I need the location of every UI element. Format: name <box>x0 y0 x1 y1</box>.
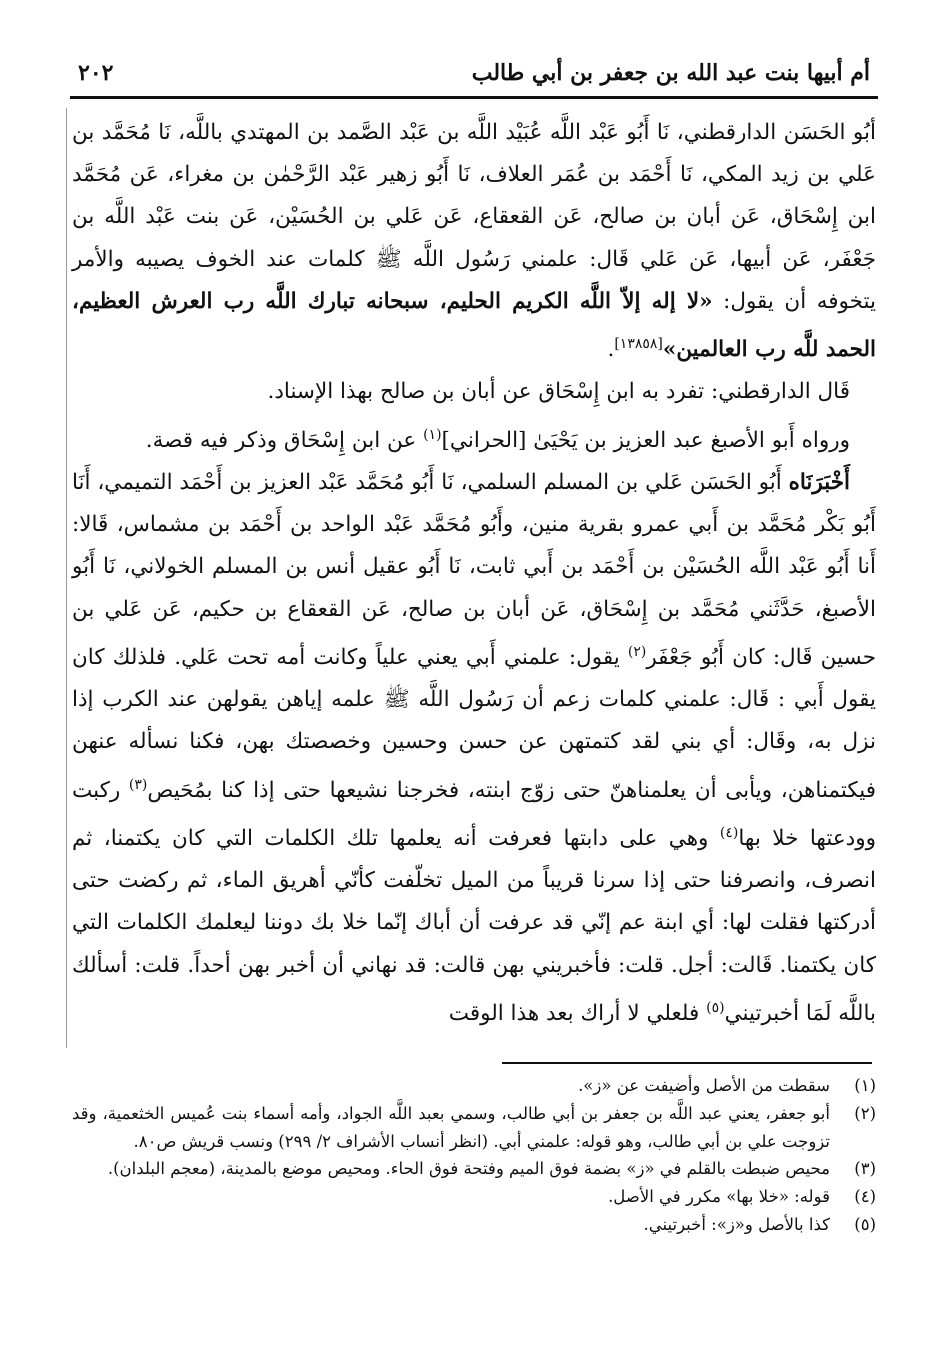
daraqutni-note-text: قَال الدارقطني: تفرد به ابن إِسْحَاق عن أبان بن صالح بهذا الإسناد. <box>267 379 850 405</box>
footnote-ref-2: (٢) <box>627 643 647 660</box>
footnote-text: قوله: «خلا بها» مكرر في الأصل. <box>608 1187 830 1207</box>
footnote-text: سقطت من الأصل وأضيفت عن «ز». <box>578 1076 830 1095</box>
footnote <box>72 1155 876 1183</box>
isnad-text: أبُو الحَسَن الدارقطني، نَا أَبُو عَبْد اللَّه عُبَيْد اللَّه بن عَبْد الصَّمد بن المهتدي باللَّه، نَا مُحَمَّد بن عَلي بن زيد المكي، نَا أَحْمَد بن عُمَر العلاف، نَا أَبُو زهير عَبْد الرَّحْمٰن بن مغراء، عَن مُحَمَّد ابن إِسْحَاق، عَن أبان بن صالح، عَن القعقاع، عَن عَلي بن الحُسَيْن، عَن بنت عَبْد اللَّه بن جَعْفَر، عَن أبيها، عَن عَلي قَال: علمني رَسُول اللَّه ﷺ كلمات عند الخوف يصيبه والأمر يتخوفه أن يقول: <box>72 120 876 314</box>
footnote-text: كذا بالأصل و«ز»: أخبرتيني. <box>643 1214 830 1234</box>
running-title: أم أبيها بنت عبد الله بن جعفر بن أبي طالب <box>471 60 870 86</box>
footnotes <box>72 1072 876 1239</box>
header-rule <box>70 96 878 99</box>
footnote <box>72 1072 876 1100</box>
footnote-rule <box>502 1062 872 1064</box>
page-number: ٢٠٢ <box>78 60 114 86</box>
footnote-number: (٢) <box>854 1103 876 1123</box>
supplication-text: «لا إله إلاّ اللَّه الكريم الحليم، سبحانه تبارك اللَّه رب العرش العظيم، الحمد للَّه رب العالمين» <box>72 288 876 363</box>
footnote <box>72 1211 876 1239</box>
footnote-ref-1: (١) <box>423 426 442 443</box>
story-text-d: وهي على دابتها فعرفت أنه يعلمها تلك الكلمات التي كان يكتمنا، ثم انصرف، وانصرفنا حتى إذا سرنا قريباً من الميل تخلّفت كأنّي أهريق الماء، ثم ركضت حتى أدركتها فقلت لها: أي ابنة عم إنّي قد عرفت أن أباك إنّما خلا بك دوننا ليعلمك الكلمات التي كان يكتمنا. قَالت: أجل. قلت: فأخبريني بهن قالت: قد نهاني أن أخبر بهن أحداً. قلت: أسألك باللَّه لَمَا أخبرتيني <box>72 826 876 1026</box>
riwaya-text-a: ورواه أَبو الأصبغ عبد العزيز بن يَحْيَىٰ [الحراني] <box>441 427 850 453</box>
footnote-text: أبو جعفر، يعني عبد اللَّه بن جعفر بن أبي طالب، وسمي بعبد اللَّه الجواد، وأمه أسماء بنت عُميس الخثعمية، وقد تزوجت علي بن أبي طالب، وهو قوله: علمني أبي. (انظر أنساب الأشراف ٢/ ٢٩٩) ونسب قريش ص٨٠. <box>72 1103 830 1151</box>
footnote-number: (٥) <box>854 1214 876 1234</box>
footnote <box>72 1183 876 1211</box>
footnote-number: (٣) <box>854 1159 876 1179</box>
riwaya-text-b: عن ابن إِسْحَاق وذكر فيه قصة. <box>145 427 417 453</box>
footnote-number: (١) <box>854 1076 876 1095</box>
footnote-ref-5: (٥) <box>706 999 725 1016</box>
story-text-c: ركبت وودعتها خلا بها <box>72 777 876 852</box>
running-header <box>78 52 870 94</box>
hadith-number: [١٣٨٥٨] <box>614 336 663 353</box>
story-text-e: فلعلي لا أراك بعد هذا الوقت <box>448 1001 700 1026</box>
footnote-ref-4: (٤) <box>719 824 739 841</box>
paragraph-story <box>72 462 876 1035</box>
page-edge-line <box>66 108 67 1048</box>
footnote <box>72 1100 876 1156</box>
paragraph-daraqutni-note <box>72 371 876 413</box>
footnote-ref-3: (٣) <box>128 776 148 793</box>
paragraph-end: . <box>607 337 615 363</box>
footnote-text: محيص ضبطت بالقلم في «ز» بضمة فوق الميم وفتحة فوق الحاء. ومحيص موضع بالمدينة، (معجم البلدان). <box>107 1159 830 1179</box>
akhbarana-lead: أَخْبَرَنَاه <box>788 469 850 495</box>
story-text-b: يقول: علمني أَبي يعني علياً وكانت أمه تحت عَلي. فلذلك كان يقول أَبي : قَال: علمني كلمات زعم أن رَسُول اللَّه ﷺ علمه إياهن يقولهن عند الكرب إذا نزل به، وقَال: أي بني لقد كتمتهن عن حسن وحسين وخصصتك بهن، فكنا نسأله عنهن فيكتمناهن، ويأبى أن يعلمناهنّ حتى زوّج ابنته، فخرجنا نشيعها حتى إذا كنا بمُحَيص <box>72 644 876 803</box>
story-text-a: أَبُو الحَسَن عَلي بن المسلم السلمي، نَا أَبُو مُحَمَّد عَبْد العزيز بن أَحْمَد التميمي، أَنَا أَبُو بَكْر مُحَمَّد بن أَبي عمرو بقرية منين، وأَبُو مُحَمَّد عَبْد الواحد بن أَحْمَد بن مشماس، قَالا: أَنا أَبُو عَبْد اللَّه الحُسَيْن بن أَحْمَد بن أَبي ثابت، نَا أَبُو عقيل أنس بن المسلم الخولاني، نَا أَبُو الأصبغ، حَدَّثَني مُحَمَّد بن إِسْحَاق، عَن أبان بن صالح، عَن القعقاع بن حكيم، عَن عَلي بن حسين قَال: كان أَبُو جَعْفَر <box>72 469 876 670</box>
main-text <box>72 112 876 1035</box>
paragraph-riwaya <box>72 414 876 462</box>
paragraph-isnad-1 <box>72 112 876 371</box>
footnote-number: (٤) <box>854 1187 876 1207</box>
